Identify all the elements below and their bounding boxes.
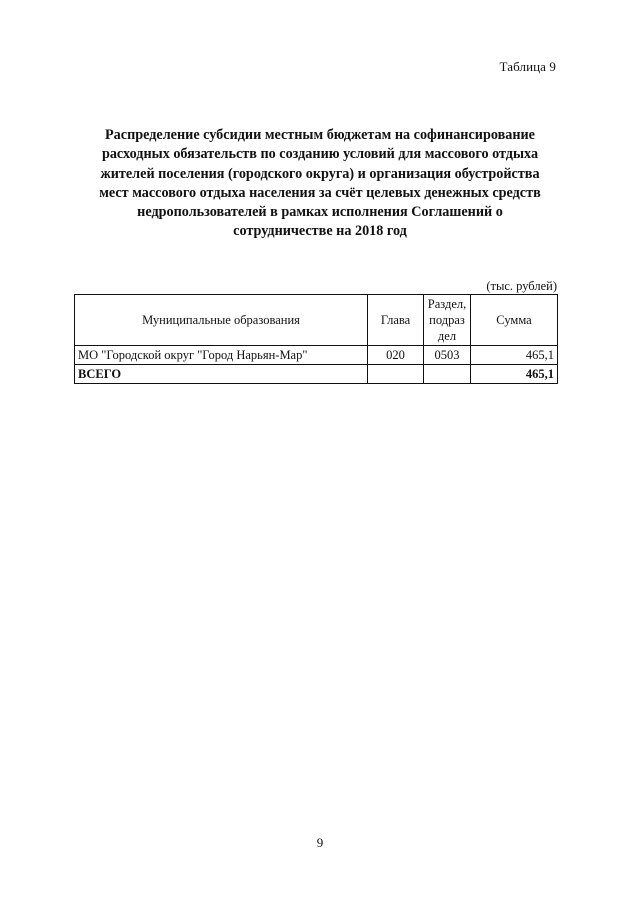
title-line: расходных обязательств по созданию условий для массового отдыха <box>101 146 539 163</box>
title-line: мест массового отдыха населения за счёт целевых денежных средств <box>99 184 541 201</box>
units-label: (тыс. рублей) <box>486 279 557 293</box>
cell-municipality: МО "Городской округ "Город Нарьян-Мар" <box>75 346 368 365</box>
page-number: 9 <box>316 835 324 850</box>
cell-section: 0503 <box>424 346 471 365</box>
total-chapter <box>368 365 424 384</box>
total-row <box>75 365 558 384</box>
title-line: недропользователей в рамках исполнения Соглашений о <box>137 204 503 221</box>
subsidy-distribution-table <box>74 294 558 384</box>
document-title <box>70 126 570 242</box>
header-sum: Сумма <box>471 295 558 346</box>
table-header-row <box>75 295 558 346</box>
total-label: ВСЕГО <box>75 365 368 384</box>
total-section <box>424 365 471 384</box>
cell-sum: 465,1 <box>471 346 558 365</box>
header-municipality: Муниципальные образования <box>75 295 368 346</box>
header-section-line: подраз <box>429 313 465 327</box>
table-row <box>75 346 558 365</box>
title-line: жителей поселения (городского округа) и организация обустройства <box>100 165 540 182</box>
table-number-label: Таблица 9 <box>499 59 556 74</box>
title-line: Распределение субсидии местным бюджетам на софинансирование <box>105 127 535 143</box>
title-line: сотрудничестве на 2018 год <box>233 223 407 240</box>
header-section-line: Раздел, <box>427 297 467 311</box>
header-section <box>424 295 471 346</box>
cell-chapter: 020 <box>368 346 424 365</box>
total-sum: 465,1 <box>471 365 558 384</box>
header-chapter: Глава <box>368 295 424 346</box>
header-section-line: дел <box>437 329 457 343</box>
